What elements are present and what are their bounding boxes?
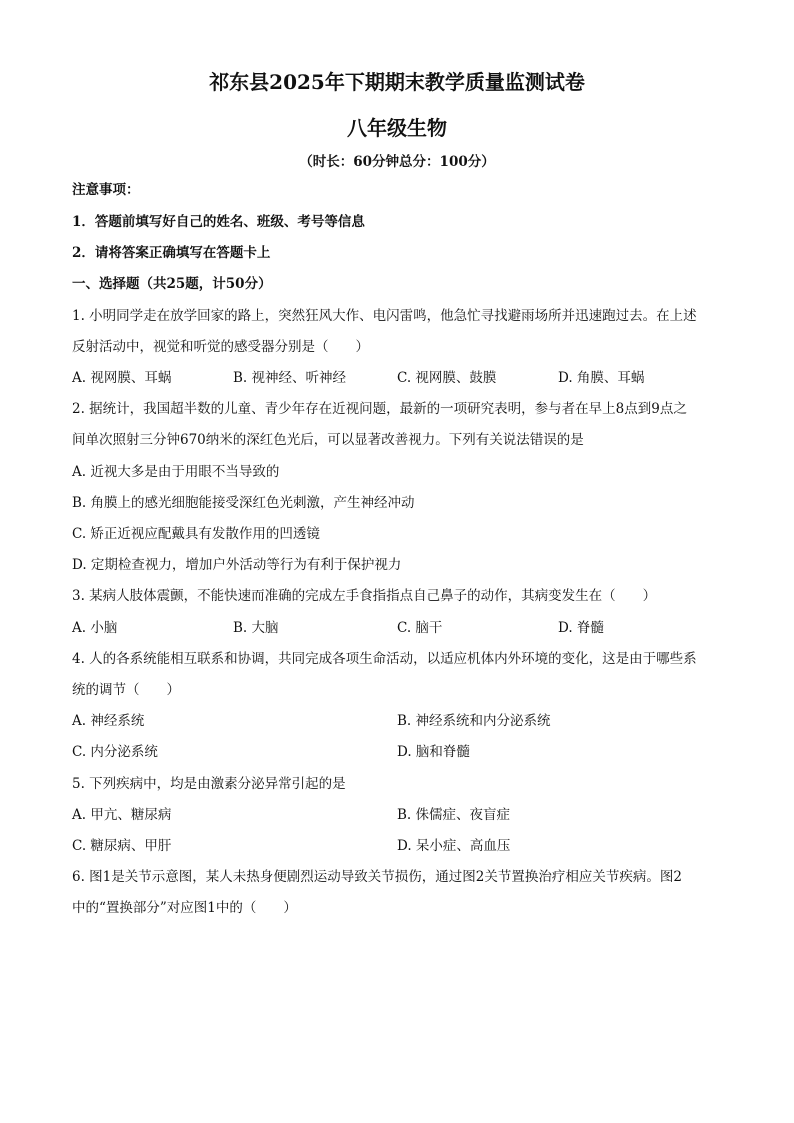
- question-6-line-1: 6. 图1是关节示意图，某人未热身便剧烈运动导致关节损伤，通过图2关节置换治疗相应关节疾病。图2: [72, 869, 682, 885]
- question-2-option-a: A. 近视大多是由于用眼不当导致的: [72, 464, 280, 480]
- exam-subject: 八年级生物: [347, 116, 447, 140]
- question-4-option-b: B. 神经系统和内分泌系统: [397, 713, 551, 729]
- question-5-option-c: C. 糖尿病、甲肝: [72, 838, 172, 854]
- question-3-line-1: 3. 某病人肢体震颤，不能快速而准确的完成左手食指指点自己鼻子的动作，其病变发生在（ ）: [72, 588, 657, 604]
- question-5-option-b: B. 侏儒症、夜盲症: [397, 807, 511, 823]
- question-2-line-2: 间单次照射三分钟670纳米的深红色光后，可以显著改善视力。下列有关说法错误的是: [72, 432, 584, 448]
- question-4-line-1: 4. 人的各系统能相互联系和协调，共同完成各项生命活动，以适应机体内外环境的变化，这是由于哪些系: [72, 651, 697, 667]
- question-2-option-b: B. 角膜上的感光细胞能接受深红色光刺激，产生神经冲动: [72, 495, 415, 511]
- question-6-line-2: 中的“置换部分”对应图1中的（ ）: [72, 900, 297, 916]
- question-2-line-1: 2. 据统计，我国超半数的儿童、青少年存在近视问题，最新的一项研究表明，参与者在早上8点到9点之: [72, 401, 687, 417]
- question-2-option-c: C. 矫正近视应配戴具有发散作用的凹透镜: [72, 526, 320, 542]
- question-3-option-c: C. 脑干: [397, 620, 443, 636]
- question-4-line-2: 统的调节（ ）: [72, 682, 180, 698]
- notes-item-2: 2．请将答案正确填写在答题卡上: [72, 245, 271, 261]
- question-2-option-d: D. 定期检查视力，增加户外活动等行为有利于保护视力: [72, 557, 402, 573]
- question-1-line-1: 1. 小明同学走在放学回家的路上，突然狂风大作、电闪雷鸣，他急忙寻找避雨场所并迅速跑过去。在上述: [72, 308, 697, 324]
- exam-title: 祁东县2025年下期期末教学质量监测试卷: [209, 70, 585, 94]
- notes-heading: 注意事项：: [72, 182, 140, 198]
- question-5-option-a: A. 甲亢、糖尿病: [72, 807, 172, 823]
- exam-info: （时长：60分钟总分：100分）: [299, 154, 495, 170]
- section-heading: 一、选择题（共25题，计50分）: [72, 276, 272, 292]
- question-5-option-d: D. 呆小症、高血压: [397, 838, 511, 854]
- question-3-option-d: D. 脊髓: [558, 620, 604, 636]
- question-1-option-d: D. 角膜、耳蜗: [558, 370, 645, 386]
- question-1-line-2: 反射活动中，视觉和听觉的感受器分别是（ ）: [72, 339, 369, 355]
- question-1-option-c: C. 视网膜、鼓膜: [397, 370, 497, 386]
- question-4-option-a: A. 神经系统: [72, 713, 145, 729]
- question-4-option-c: C. 内分泌系统: [72, 744, 158, 760]
- question-4-option-d: D. 脑和脊髓: [397, 744, 470, 760]
- notes-item-1: 1．答题前填写好自己的姓名、班级、考号等信息: [72, 214, 365, 230]
- question-3-option-b: B. 大脑: [233, 620, 279, 636]
- question-5-line-1: 5. 下列疾病中，均是由激素分泌异常引起的是: [72, 776, 346, 792]
- question-3-option-a: A. 小脑: [72, 620, 118, 636]
- question-1-option-a: A. 视网膜、耳蜗: [72, 370, 172, 386]
- question-1-option-b: B. 视神经、听神经: [233, 370, 347, 386]
